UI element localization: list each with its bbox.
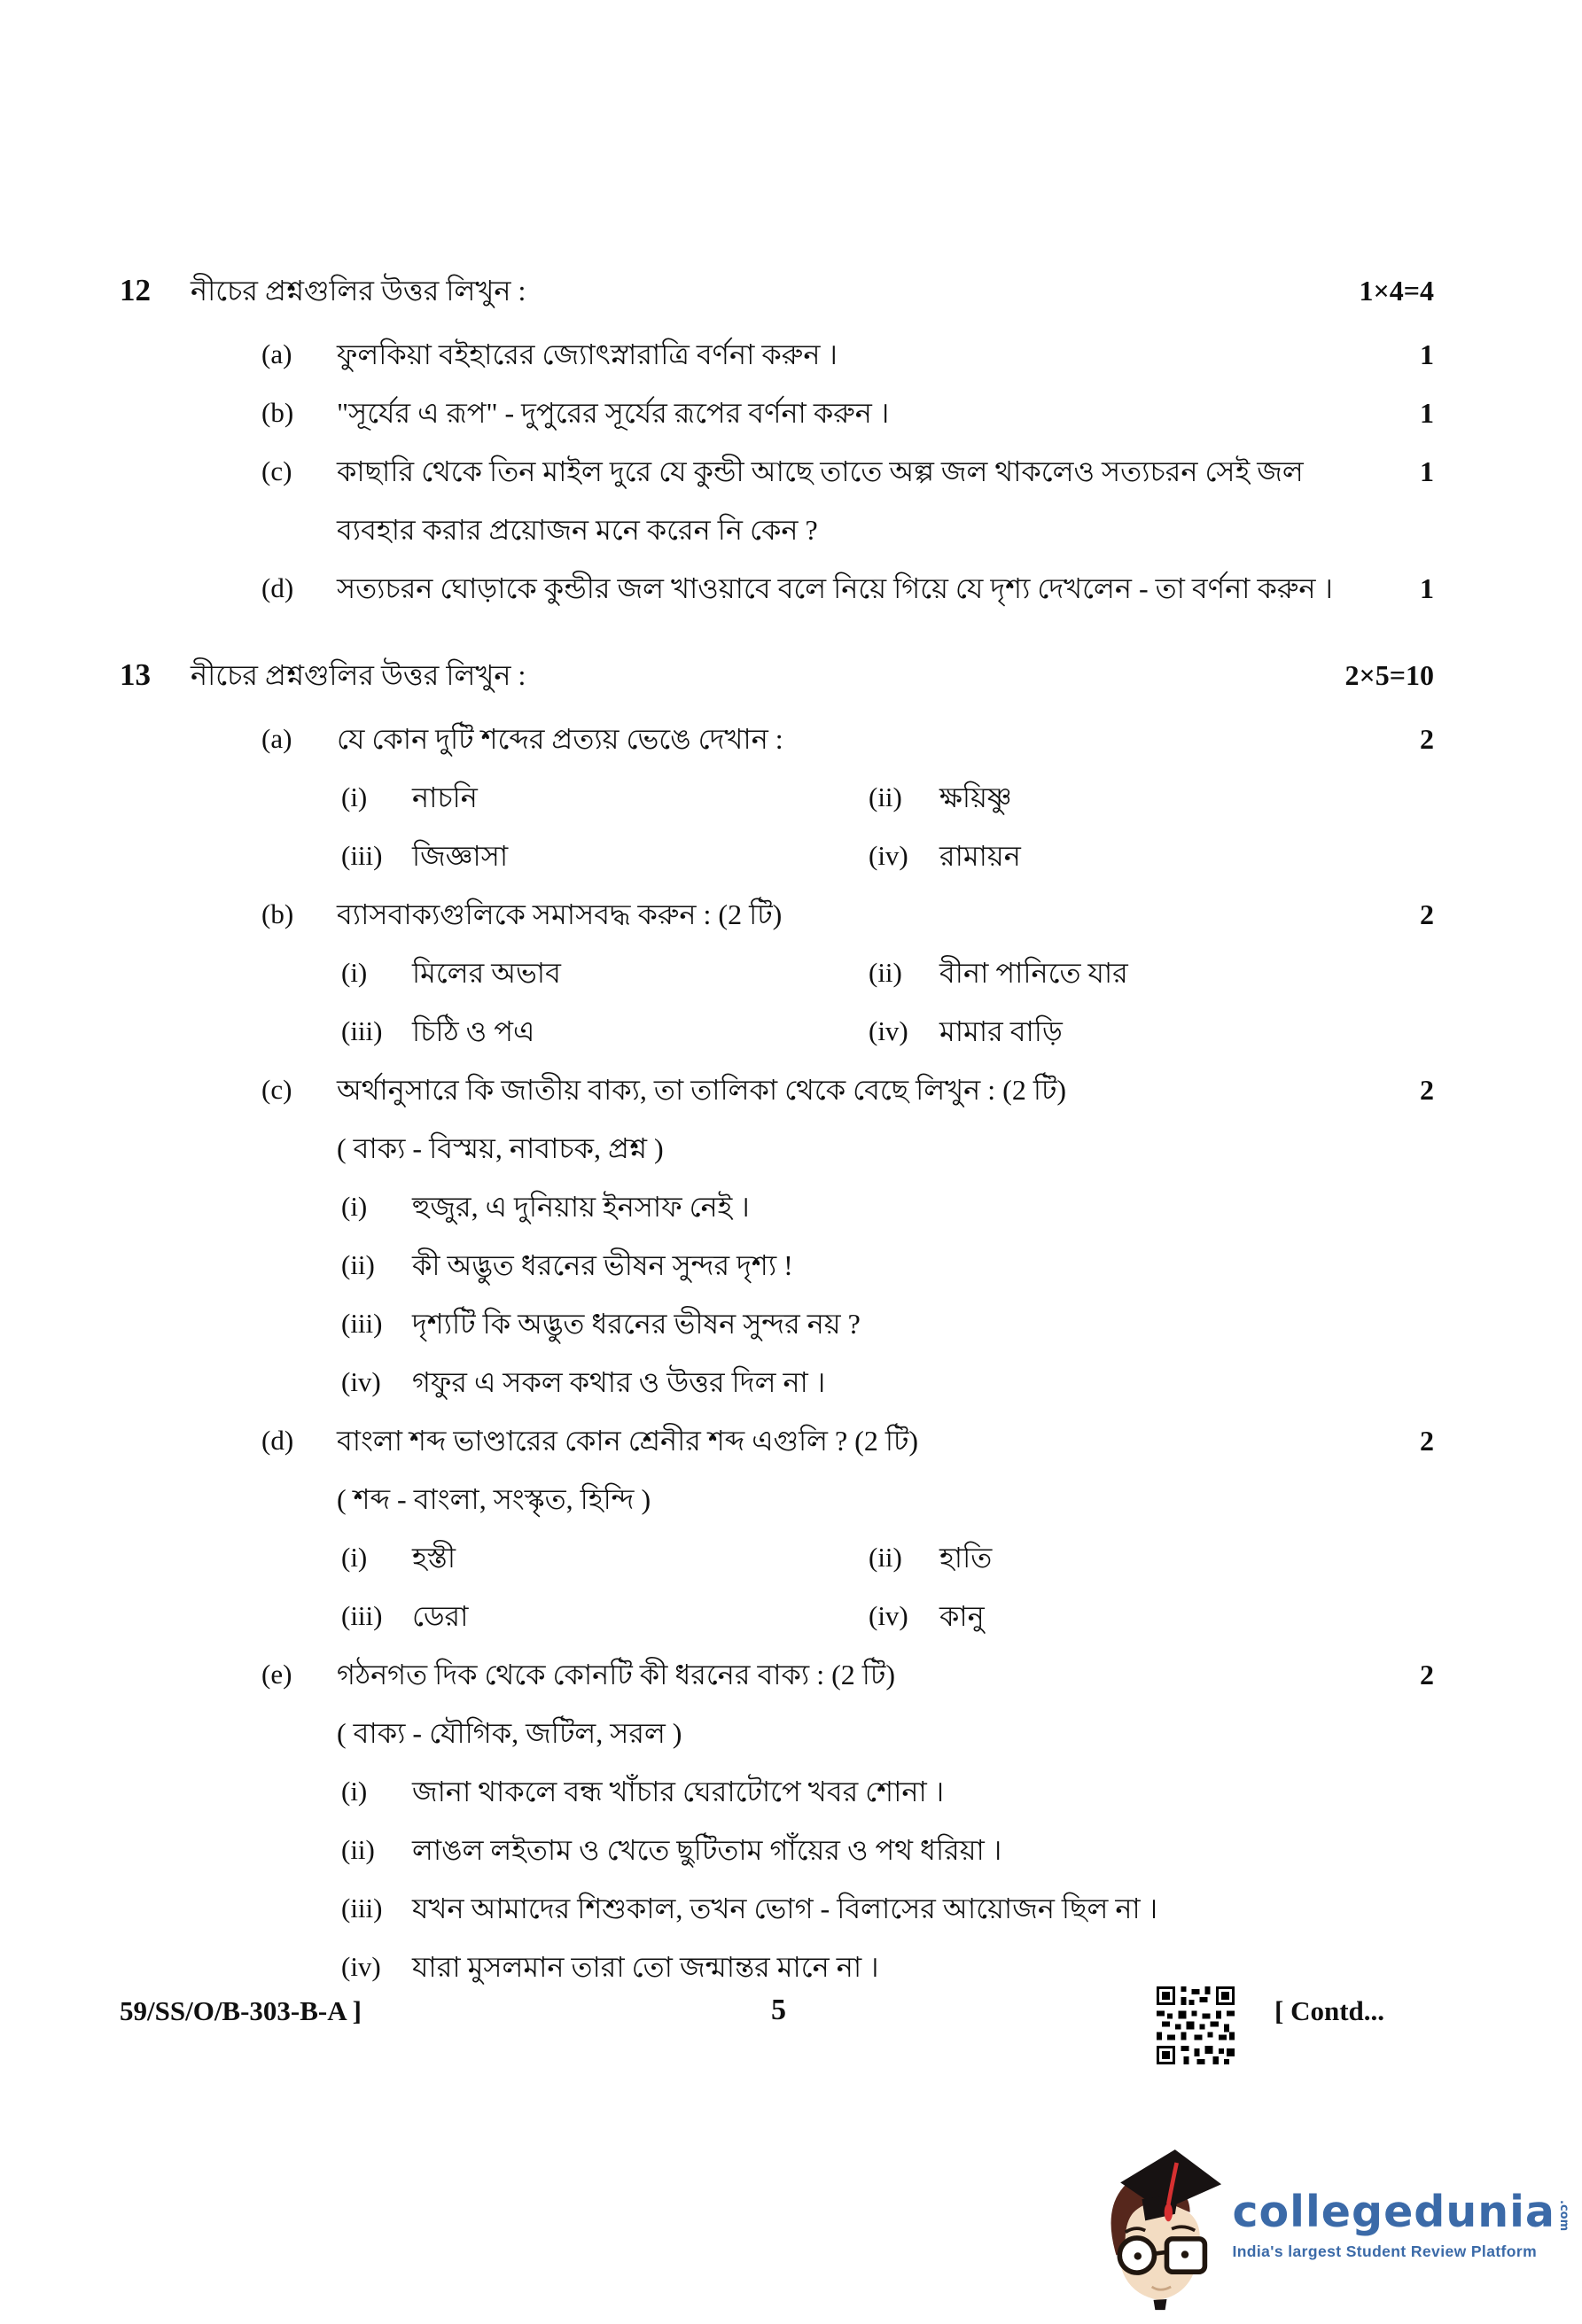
option-i xyxy=(341,955,864,991)
collegedunia-wordmark-row xyxy=(1232,2186,1570,2237)
sub-question-13e xyxy=(120,1657,1434,1985)
option-iv xyxy=(341,1949,1434,1985)
option-text: মিলের অভাব xyxy=(412,957,561,989)
question-12-header xyxy=(120,273,1434,308)
question-number: 13 xyxy=(120,657,151,692)
option-label: (i) xyxy=(341,781,368,812)
sub-question-body xyxy=(337,395,1434,431)
option-row xyxy=(337,1598,1434,1634)
option-row xyxy=(337,1774,1434,1809)
option-row xyxy=(337,838,1434,874)
contd-label: [ Contd... xyxy=(1274,1995,1385,2026)
option-row xyxy=(337,1014,1434,1049)
option-label: (i) xyxy=(341,1542,368,1573)
sub-question-body xyxy=(337,337,1434,372)
marks-value: 2 xyxy=(1420,898,1434,930)
sub-question-label: (b) xyxy=(261,898,294,929)
option-label: (iii) xyxy=(341,1893,383,1924)
question-line xyxy=(337,454,1434,489)
option-text: গফুর এ সকল কথার ও উত্তর দিল না । xyxy=(412,1366,826,1398)
question-line xyxy=(337,571,1434,606)
sub-question-label: (b) xyxy=(261,397,294,428)
sub-question-13b xyxy=(120,897,1434,1049)
question-text: ব্যাসবাক্যগুলিকে সমাসবদ্ধ করুন : (2 টি) xyxy=(337,898,783,930)
question-paper-content xyxy=(120,273,1434,2036)
collegedunia-mascot-icon xyxy=(1094,2138,1227,2312)
collegedunia-tagline: India's largest Student Review Platform xyxy=(1232,2242,1538,2260)
option-iii xyxy=(341,1891,1434,1926)
option-text: হস্তী xyxy=(412,1542,456,1574)
marks-value: 2 xyxy=(1420,1425,1434,1457)
question-text: অর্থানুসারে কি জাতীয় বাক্য, তা তালিকা থেকে বেছে লিখুন : (2 টি) xyxy=(337,1074,1067,1106)
option-iv xyxy=(869,1598,1434,1634)
sub-question-13d xyxy=(120,1423,1434,1634)
option-label: (iv) xyxy=(869,840,908,871)
option-ii xyxy=(869,780,1434,815)
option-row xyxy=(337,1364,1434,1400)
sub-question-label: (d) xyxy=(261,572,294,603)
option-label: (ii) xyxy=(869,1542,902,1573)
sub-question-body xyxy=(337,1657,1434,1985)
sub-question-12c xyxy=(120,454,1434,548)
option-bank-hint: ( শব্দ - বাংলা, সংস্কৃত, হিন্দি ) xyxy=(337,1483,651,1515)
page-number: 5 xyxy=(771,1994,786,2026)
marks-value: 2 xyxy=(1420,1659,1434,1691)
question-prompt: নীচের প্রশ্নগুলির উত্তর লিখুন : xyxy=(191,659,526,691)
question-line xyxy=(337,1657,1434,1692)
option-label: (ii) xyxy=(341,1834,375,1865)
sub-question-13a xyxy=(120,721,1434,874)
option-ii xyxy=(341,1832,1434,1868)
option-text: দৃশ্যটি কি অদ্ভুত ধরনের ভীষন সুন্দর নয় ? xyxy=(412,1308,861,1340)
question-prompt: নীচের প্রশ্নগুলির উত্তর লিখুন : xyxy=(191,275,526,307)
option-text: মামার বাড়ি xyxy=(939,1015,1063,1047)
question-text: "সূর্যের এ রূপ" - দুপুরের সূর্যের রূপের বর্ণনা করুন । xyxy=(337,397,890,429)
question-line xyxy=(337,395,1434,431)
sub-question-body xyxy=(337,1423,1434,1634)
sub-question-12d xyxy=(120,571,1434,606)
option-i xyxy=(341,780,864,815)
sub-question-label: (a) xyxy=(261,338,292,369)
option-label: (i) xyxy=(341,1776,368,1807)
sub-question-13c xyxy=(120,1072,1434,1400)
option-label: (i) xyxy=(341,1191,368,1222)
option-label: (iv) xyxy=(341,1951,381,1982)
option-row xyxy=(337,1949,1434,1985)
question-text: যে কোন দুটি শব্দের প্রত্যয় ভেঙে দেখান : xyxy=(337,723,783,755)
option-text: বীনা পানিতে যার xyxy=(939,957,1128,989)
question-line xyxy=(337,721,1434,757)
option-text: রামায়ন xyxy=(939,840,1021,872)
marks-scheme: 1×4=4 xyxy=(1359,275,1434,307)
option-iii xyxy=(341,838,864,874)
question-13-header xyxy=(120,657,1434,693)
option-row xyxy=(337,1540,1434,1575)
option-label: (ii) xyxy=(341,1249,375,1280)
marks-value: 2 xyxy=(1420,723,1434,755)
sub-question-body xyxy=(337,571,1434,606)
option-row xyxy=(337,1891,1434,1926)
option-text: হাতি xyxy=(939,1542,993,1574)
option-row xyxy=(337,1832,1434,1868)
question-text: সত্যচরন ঘোড়াকে কুন্ডীর জল খাওয়াবে বলে নিয়ে গিয়ে যে দৃশ্য দেখলেন - তা বর্ণনা করুন । xyxy=(337,572,1333,604)
option-label: (iv) xyxy=(341,1366,381,1397)
collegedunia-watermark xyxy=(1094,2138,1570,2312)
collegedunia-wordmark: collegedunia xyxy=(1232,2186,1555,2237)
question-12 xyxy=(120,273,1434,606)
question-text: গঠনগত দিক থেকে কোনটি কী ধরনের বাক্য : (2 টি) xyxy=(337,1659,895,1691)
question-line xyxy=(337,1423,1434,1458)
question-line xyxy=(337,1072,1434,1108)
option-text: লাঙল লইতাম ও খেতে ছুটিতাম গাঁয়ের ও পথ ধরিয়া । xyxy=(412,1834,1002,1866)
question-13 xyxy=(120,657,1434,1985)
option-i xyxy=(341,1189,1434,1224)
option-label: (ii) xyxy=(869,957,902,988)
question-text-continued: ব্যবহার করার প্রয়োজন মনে করেন নি কেন ? xyxy=(337,514,818,546)
option-text: জিজ্ঞাসা xyxy=(412,840,509,872)
option-label: (iii) xyxy=(341,1015,383,1046)
collegedunia-tld: .com xyxy=(1557,2200,1570,2232)
option-row xyxy=(337,780,1434,815)
option-text: ডেরা xyxy=(412,1600,469,1632)
marks-value: 2 xyxy=(1420,1074,1434,1106)
question-line xyxy=(337,897,1434,932)
question-line xyxy=(337,337,1434,372)
page-footer xyxy=(0,1983,1582,2080)
option-i xyxy=(341,1774,1434,1809)
option-iii xyxy=(341,1598,864,1634)
sub-question-label: (c) xyxy=(261,1074,292,1105)
sub-question-label: (c) xyxy=(261,455,292,486)
option-row xyxy=(337,1247,1434,1283)
paper-code: 59/SS/O/B-303-B-A ] xyxy=(120,1995,362,2026)
sub-question-label: (d) xyxy=(261,1425,294,1456)
option-text: নাচনি xyxy=(412,781,478,813)
option-i xyxy=(341,1540,864,1575)
collegedunia-text xyxy=(1232,2186,1570,2261)
option-bank-hint: ( বাক্য - বিস্ময়, নাবাচক, প্রশ্ন ) xyxy=(337,1132,664,1164)
option-bank-hint: ( বাক্য - যৌগিক, জটিল, সরল ) xyxy=(337,1717,682,1749)
option-text: হুজুর, এ দুনিয়ায় ইনসাফ নেই । xyxy=(412,1191,750,1223)
option-label: (iii) xyxy=(341,840,383,871)
qr-code-icon xyxy=(1157,1986,1235,2064)
option-label: (ii) xyxy=(869,781,902,812)
option-text: কী অদ্ভুত ধরনের ভীষন সুন্দর দৃশ্য ! xyxy=(412,1249,793,1281)
option-text: চিঠি ও পএ xyxy=(412,1015,535,1047)
sub-question-body xyxy=(337,897,1434,1049)
question-text: বাংলা শব্দ ভাণ্ডারের কোন শ্রেনীর শব্দ এগুলি ? (2 টি) xyxy=(337,1425,919,1457)
option-row xyxy=(337,1189,1434,1224)
option-text: কানু xyxy=(939,1600,985,1632)
option-text: যারা মুসলমান তারা তো জন্মান্তর মানে না । xyxy=(412,1951,879,1983)
option-text: যখন আমাদের শিশুকাল, তখন ভোগ - বিলাসের আয়োজন ছিল না । xyxy=(412,1893,1158,1924)
option-iii xyxy=(341,1306,1434,1341)
sub-question-body xyxy=(337,721,1434,874)
question-text: কাছারি থেকে তিন মাইল দুরে যে কুন্ডী আছে তাতে অল্প জল থাকলেও সত্যচরন সেই জল xyxy=(337,455,1304,487)
option-label: (iv) xyxy=(869,1015,908,1046)
option-ii xyxy=(341,1247,1434,1283)
option-row xyxy=(337,1306,1434,1341)
sub-question-label: (a) xyxy=(261,723,292,754)
option-text: ক্ষয়িষ্ণু xyxy=(939,781,1012,813)
question-text: ফুলকিয়া বইহারের জ্যোৎস্নারাত্রি বর্ণনা করুন । xyxy=(337,338,838,370)
sub-question-12a xyxy=(120,337,1434,372)
sub-question-body xyxy=(337,454,1434,548)
option-iv xyxy=(341,1364,1434,1400)
option-row xyxy=(337,955,1434,991)
option-label: (iii) xyxy=(341,1600,383,1631)
sub-question-body xyxy=(337,1072,1434,1400)
option-iv xyxy=(869,838,1434,874)
marks-value: 1 xyxy=(1420,572,1434,604)
sub-question-label: (e) xyxy=(261,1659,292,1690)
marks-value: 1 xyxy=(1420,455,1434,487)
sub-question-12b xyxy=(120,395,1434,431)
option-iii xyxy=(341,1014,864,1049)
option-ii xyxy=(869,955,1434,991)
option-label: (iii) xyxy=(341,1308,383,1339)
option-text: জানা থাকলে বন্ধ খাঁচার ঘেরাটোপে খবর শোনা । xyxy=(412,1776,945,1807)
option-iv xyxy=(869,1014,1434,1049)
marks-value: 1 xyxy=(1420,397,1434,429)
option-label: (iv) xyxy=(869,1600,908,1631)
option-label: (i) xyxy=(341,957,368,988)
option-ii xyxy=(869,1540,1434,1575)
marks-scheme: 2×5=10 xyxy=(1344,659,1434,691)
marks-value: 1 xyxy=(1420,338,1434,370)
question-number: 12 xyxy=(120,273,151,307)
